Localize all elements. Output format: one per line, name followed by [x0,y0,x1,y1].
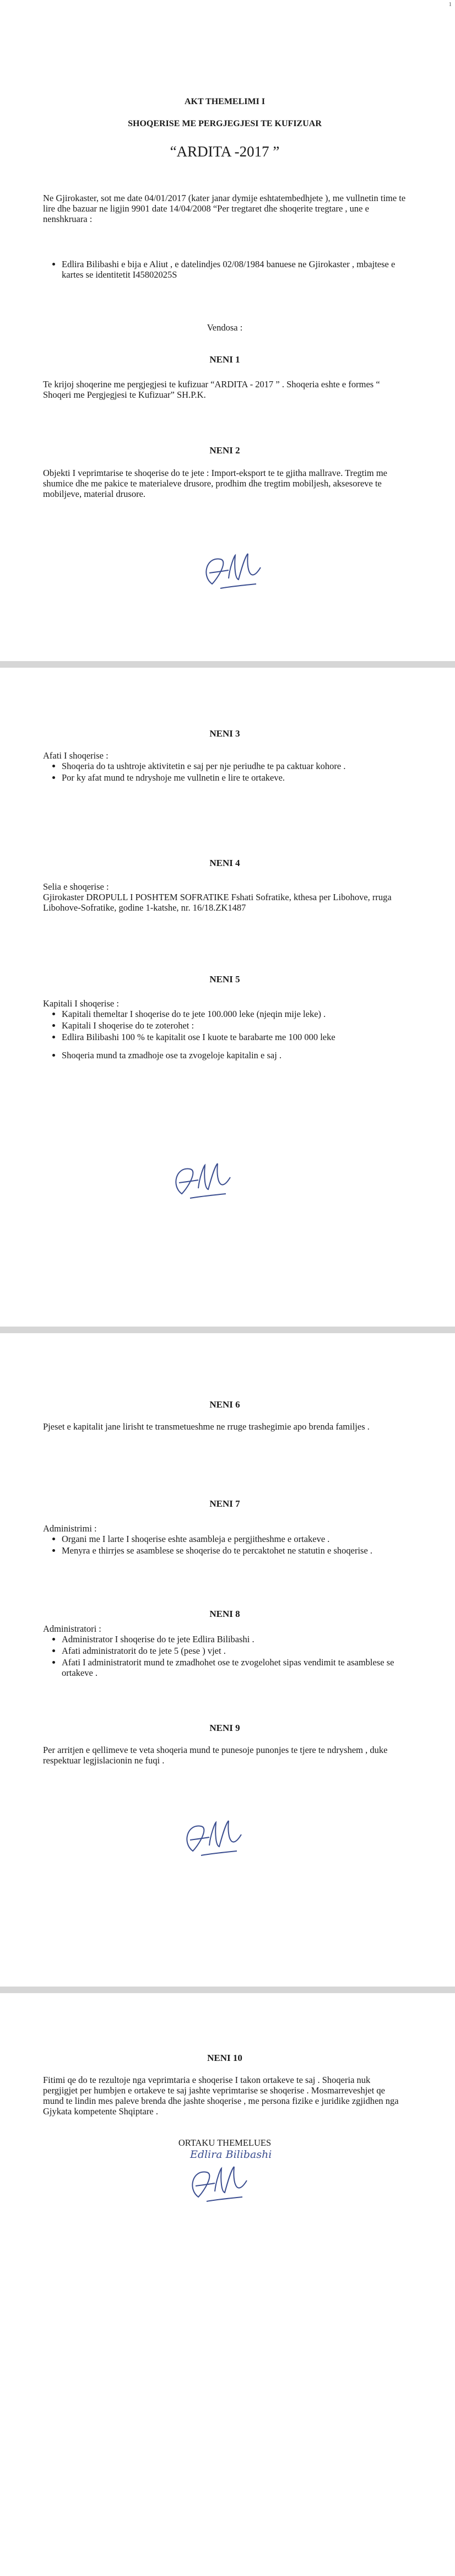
document-page-2 [0,668,455,1327]
list-item: • Afati I administratorit mund te zmadhohet ose te zvogelohet sipas vendimit te asamblese se ortakeve . [62,1657,407,1678]
neni-6-heading: NENI 6 [209,1399,240,1410]
signature-image [176,1812,248,1862]
neni-4-intro: Selia e shoqerise : [43,881,109,892]
list-item: • Administrator I shoqerise do te jete Edlira Bilibashi . [62,1634,407,1644]
neni-6-text: Pjeset e kapitalit jane lirisht te transmetueshme ne rruge trashegimie apo brenda familjes . [43,1421,370,1432]
signature-image [182,2158,253,2208]
list-item: • Organi me I larte I shoqerise eshte asambleja e pergjitheshme e ortakeve . [62,1534,407,1544]
neni-7-block [43,1523,407,1557]
intro-paragraph: Ne Gjirokaster, sot me date 04/01/2017 (kater janar dymije eshtatembedhjete ), me vullnetin time te lire dhe bazuar ne ligjin 9901 date 14/04/2008 “Per tregtaret dhe shoqerite tregtare , une e nenshkruara : [43,193,406,224]
neni-2-text: Objekti I veprimtarise te shoqerise do te jete : Import-eksport te te gjitha mallrave. Tregtim me shumice dhe me pakice te materialeve drusore, prodhim dhe tregtim mobiljesh, aksesoreve te mobiljeve, material drusore. [43,468,388,499]
founder-label: ORTAKU THEMELUES [178,2137,272,2148]
page-number: 1 [448,1,452,8]
neni-3-intro: Afati I shoqerise : [43,750,109,761]
handwritten-name: Edlira Bilibashi [190,2149,272,2161]
neni-5-heading: NENI 5 [209,974,240,984]
document-title-line-2: SHOQERISE ME PERGJEGJESI TE KUFIZUAR [128,119,322,128]
neni-4-address: Gjirokaster DROPULL I POSHTEM SOFRATIKE Fshati Sofratike, kthesa per Libohove, rruga Libohove-Sofratike, godine 1-katshe, nr. 16/18.ZK1487 [43,892,392,913]
neni-5-intro: Kapitali I shoqerise : [43,998,119,1009]
list-item: • Menyra e thirrjes se asamblese se shoqerise do te percaktohet ne statutin e shoqerise . [62,1545,407,1556]
neni-2-heading: NENI 2 [209,445,240,456]
neni-7-heading: NENI 7 [209,1498,240,1509]
company-name-title: “ARDITA -2017 ” [170,143,280,160]
list-item: • Edlira Bilibashi 100 % te kapitalit ose I kuote te barabarte me 100 000 leke [62,1032,407,1042]
document-page-1 [0,0,455,661]
document-title-line-1: AKT THEMELIMI I [184,97,266,106]
list-item: • Afati administratorit do te jete 5 (pese ) vjet . [62,1646,407,1656]
neni-4-heading: NENI 4 [209,858,240,868]
founder-details: • Edlira Bilibashi e bija e Aliut , e datelindjes 02/08/1984 banuese ne Gjirokaster , mbajtese e kartes se identitetit I45802025S [62,259,407,280]
list-item: • Shoqeria mund ta zmadhoje ose ta zvogeloje kapitalin e saj . [62,1050,407,1060]
neni-1-text: Te krijoj shoqerine me pergjegjesi te kufizuar “ARDITA - 2017 ” . Shoqeria eshte e formes “ Shoqeri me Pergjegjesi te Kufizuar” SH.P.K. [43,379,380,400]
neni-10-heading: NENI 10 [207,2053,242,2063]
signature-image [196,545,267,595]
neni-8-heading: NENI 8 [209,1609,240,1619]
vendosa-label: Vendosa : [207,322,243,333]
document-page-4 [0,1993,455,2576]
founder-bullet-list [43,259,407,281]
neni-3-block [43,750,407,784]
list-item: • Kapitali I shoqerise do te zoterohet : [62,1020,407,1031]
neni-8-block [43,1623,407,1679]
list-item: • Por ky afat mund te ndryshoje me vullnetin e lire te ortakeve. [62,772,407,783]
neni-1-heading: NENI 1 [209,354,240,365]
neni-4-block [43,881,407,913]
neni-3-heading: NENI 3 [209,728,240,739]
signature-image [165,1155,237,1205]
neni-10-text: Fitimi qe do te rezultoje nga veprimtaria e shoqerise I takon ortakeve te saj . Shoqeria nuk pergjigjet per humbjen e ortakeve te saj jashte veprimtarise se shoqerise . Mosmarreveshjet qe mund te lindin mes paleve brenda dhe jashte shoqerise , me persona fizike e juridike zgjidhen nga Gjykata kompetente Shqiptare . [43,2075,399,2117]
neni-9-heading: NENI 9 [209,1723,240,1733]
neni-9-text: Per arritjen e qellimeve te veta shoqeria mund te punesoje punonjes te tjere te ndryshem , duke respektuar legjislacionin ne fuqi . [43,1745,388,1766]
neni-8-intro: Administratori : [43,1623,101,1634]
list-item: • Kapitali themeltar I shoqerise do te jete 100.000 leke (njeqin mije leke) . [62,1009,407,1019]
neni-7-intro: Administrimi : [43,1523,97,1534]
list-item: • Shoqeria do ta ushtroje aktivitetin e saj per nje periudhe te pa caktuar kohore . [62,761,407,771]
document-page-3 [0,1333,455,1987]
neni-5-block [43,998,407,1062]
